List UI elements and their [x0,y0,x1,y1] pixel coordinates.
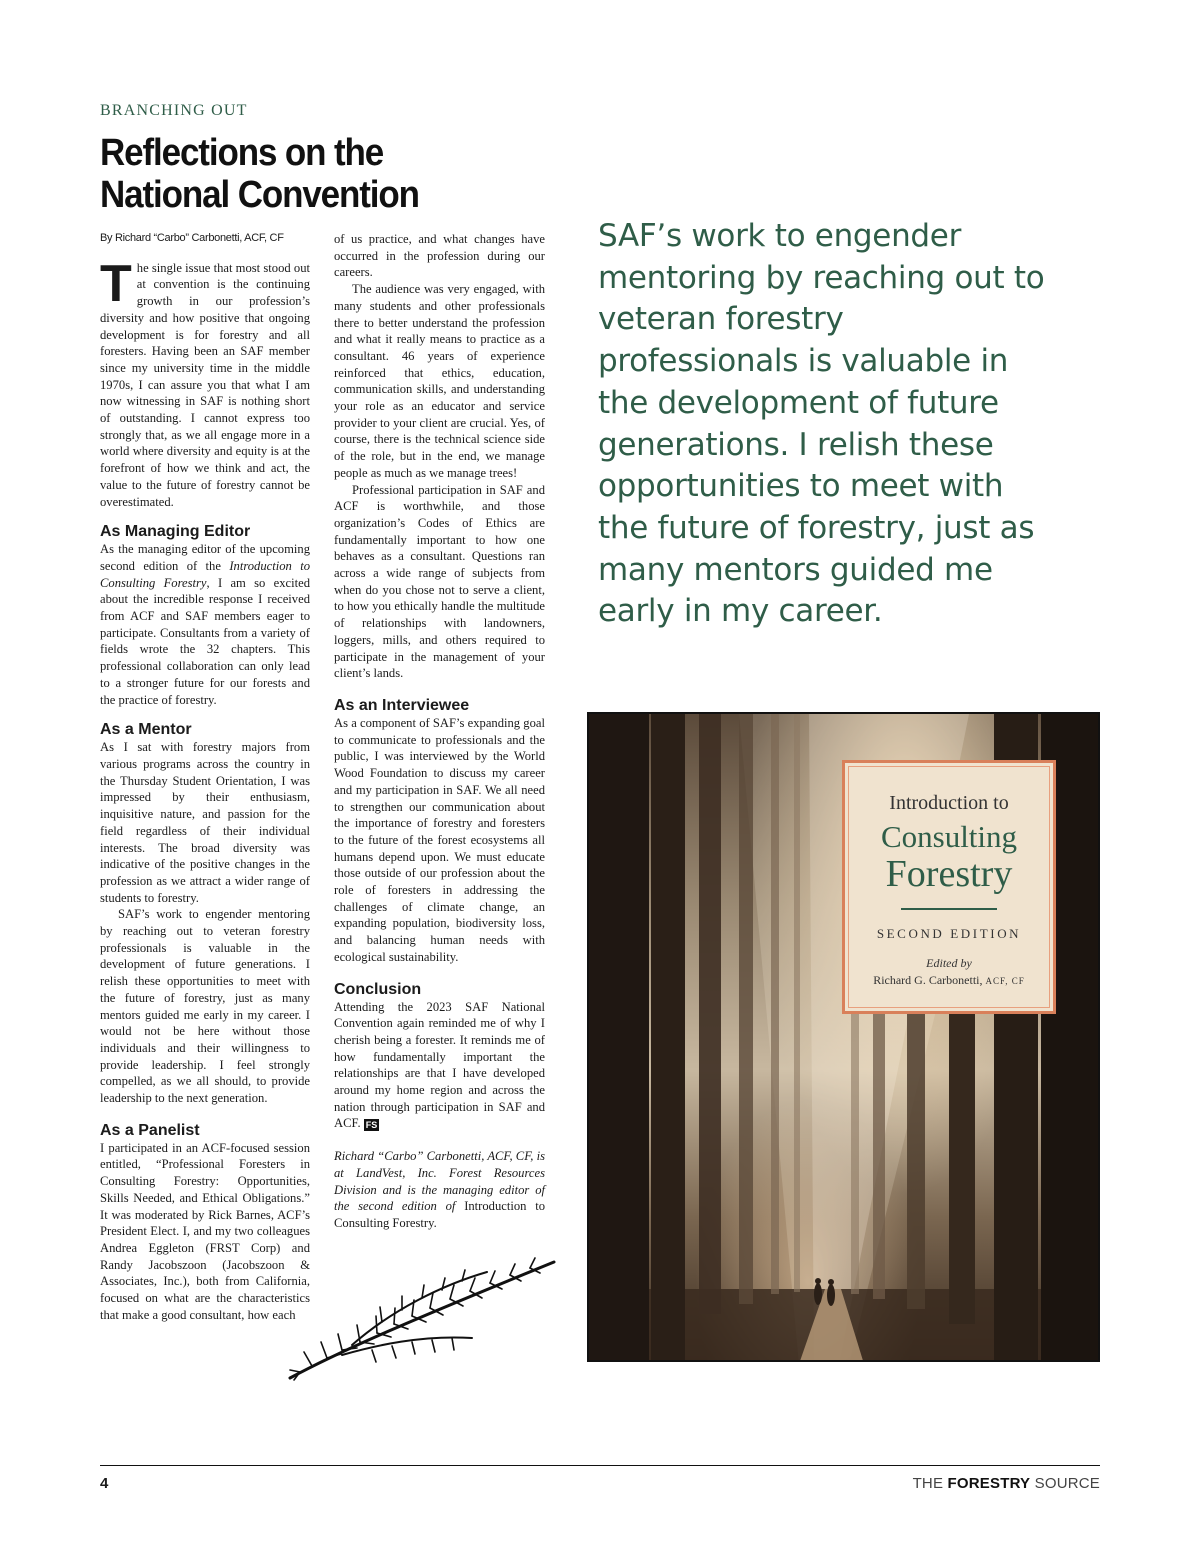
headline-line-2: National Convention [100,174,419,216]
text-run: Attending the 2023 SAF National Convention again reminded me of why I cherish being a forester. It reminds me of how fundamentally important the relationships are that I have developed around my home region and across the nation through participation in SAF and ACF. [334,999,545,1131]
drop-cap: T [100,254,132,313]
cover-edited-by: Edited by [926,956,972,970]
section-kicker: BRANCHING OUT [100,102,248,119]
footer-divider [100,1465,1100,1466]
section-heading-mentor: As a Mentor [100,721,192,739]
brand-prefix: THE [912,1475,948,1492]
panelist-paragraph-3: The audience was very engaged, with many students and other professionals there to better understand the profession and what it really means to practice as a consultant. 46 years of experience reinforced that ethics, education, communication skills, and understanding your role as an educator and service provider to your client are crucial. Yes, of course, there is the technical science side of the role, but in the end, we manage people as much as we manage trees! [334,282,545,480]
managing-editor-paragraph [100,541,310,708]
bio-italic: Richard “Carbo” Carbonetti, ACF, CF, is at LandVest, Inc. Forest Resources Division and is the managing editor of the second edition of [334,1149,545,1214]
conclusion-paragraph [334,999,545,1133]
section-heading-interviewee: As an Interviewee [334,696,470,714]
brand-bold: FORESTRY [947,1475,1031,1492]
article-column-2 [334,231,545,1232]
bio-book-title: Introduction to Consulting Forestry. [334,1199,545,1230]
text-run: , I am so excited about the incredible response I received from ACF and SAF members eager to participate. Consultants from a variety of fields wrote the 32 chapters. This professional collaboration can only lead to a stronger future for our forests and the practice of forestry. [100,575,310,707]
cover-editor [845,973,1053,988]
panelist-paragraph-1: I participated in an ACF-focused session entitled, “Professional Foresters in Consulting Forestry: Opportunities, Skills Needed, and Ethical Obligations.” It was moderated by Rick Barnes, ACF’s President Elect. I, and my two colleagues Andrea Eggleton (FRST Corp) and Randy Jacobszoon (Jacobszoon & Associates, Inc.), both from California, focused on what are the characteristics that make a good consultant, how each [100,1140,310,1322]
section-heading-conclusion: Conclusion [334,980,422,998]
section-heading-panelist: As a Panelist [100,1121,200,1139]
book-title-italic: Introduction to Consulting Forestry [100,558,310,590]
pine-sprig-icon [282,1250,562,1385]
mentor-paragraph-2: SAF’s work to engender mentoring by reaching out to veteran forestry professionals is valuable in the development of future generations. I relish these opportunities to meet with the future of forestry, just as many mentors guided me early in my career. I would not be here without those individuals and their willingness to provide leadership. I feel strongly compelled, as we all should, to provide leadership to the next generation. [100,907,310,1106]
interviewee-paragraph: As a component of SAF’s expanding goal to communicate to professionals and the public, I was interviewed by the World Wood Foundation to discuss my career and my participation in SAF. We all need to strengthen our communication about the importance of forestry and foresters to the future of the forest ecosystems all humans depend upon. We must educate those outside of our profession about the role of foresters in addressing the challenges of climate change, an expanding population, biodiversity loss, and balancing human needs with ecological sustainability. [334,715,545,964]
intro-paragraph [100,254,310,511]
cover-edition: SECOND EDITION [876,926,1022,941]
byline: By Richard “Carbo” Carbonetti, ACF, CF [100,232,284,244]
headline-line-1: Reflections on the [100,132,384,174]
pull-quote: SAF’s work to engender mentoring by reaching out to veteran forestry professionals is valuable in the development of future generations. I relish these opportunities to meet with the future of forestry, just as many mentors guided me early in my career. [598,218,1045,630]
page-number: 4 [100,1475,109,1492]
end-mark-badge: FS [365,1119,378,1130]
text-run: As the managing editor of the upcoming second edition of the [100,542,310,573]
article-headline [100,132,505,216]
editor-name: Richard G. Carbonetti, [873,973,983,987]
intro-text: he single issue that most stood out at convention is the continuing growth in our profession’s diversity and how positive that ongoing development is for forestry and all foresters. Having been an SAF member since my university time in the middle 1970s, I can assure you that what I am now witnessing in SAF is nothing short of outstanding. I cannot express too strongly that, as we all engage more in a world where diversity and equity is at the forefront of how we think and act, the value to the future of forestry cannot be overestimated. [100,260,310,509]
author-bio [334,1148,545,1232]
mentor-paragraph-1: As I sat with forestry majors from various programs across the country in the Thursday Student Orientation, I was impressed by their enthusiasm, inquisitive nature, and passion for the field regardless of their individual interests. The broad diversity was indicative of the positive changes in the profession as we attract a wider range of students to forestry. [100,740,310,905]
panelist-paragraph-2: of us practice, and what changes have occurred in the profession during our careers. [334,232,545,280]
cover-title-line-3: Forestry [885,853,1013,895]
cover-title-line-2: Consulting [880,819,1018,854]
cover-divider [901,908,997,910]
panelist-paragraph-4: Professional participation in SAF and ACF is worthwhile, and those organization’s Codes of Ethics are fundamentally important to how one behaves as a consultant. Questions ran across a wide range of subjects from when do you chose not to serve a client, to how you ethically handle the multitude of relationships with landowners, loggers, mills, and others required to participate in the management of your client’s lands. [334,482,545,681]
book-cover-image [587,712,1100,1362]
section-heading-managing-editor: As Managing Editor [100,523,251,541]
editor-credentials: ACF, CF [985,976,1025,986]
brand-suffix: SOURCE [1030,1475,1100,1492]
article-column-1 [100,230,310,1323]
cover-title-line-1: Introduction to [889,792,1009,814]
publication-name [913,1475,1100,1492]
book-title-panel [842,760,1056,1014]
